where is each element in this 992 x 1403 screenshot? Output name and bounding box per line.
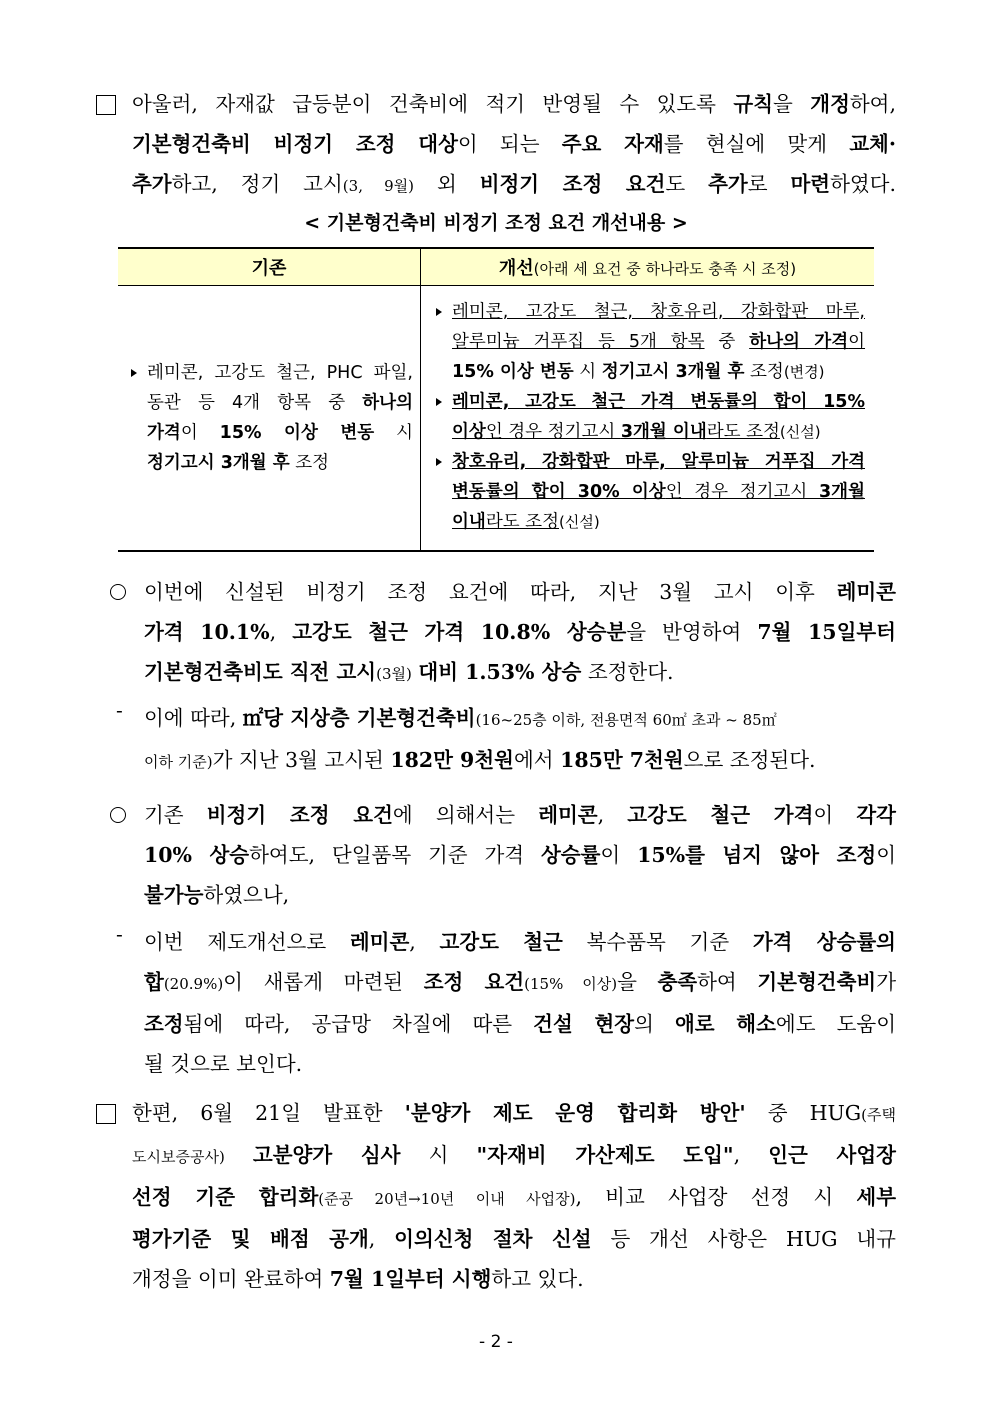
page-number: - 2 -: [479, 1332, 513, 1352]
dash-bullet-icon: -: [116, 698, 123, 722]
text-line: 도시보증공사) 고분양가 심사 시 "자재비 가산제도 도입", 인근 사업장: [132, 1143, 896, 1167]
header-improved: 개선(아래 세 요건 중 하나라도 충족 시 조정): [421, 248, 875, 286]
text-line: 될 것으로 보인다.: [144, 1052, 303, 1076]
text-line: 10% 상승하여도, 단일품목 기준 가격 상승률이 15%를 넘지 않아 조정이: [144, 843, 897, 867]
table-header-row: [118, 248, 874, 286]
cell-existing: [118, 286, 421, 552]
paragraph-improvement-effect: [144, 922, 896, 1084]
text-line: 개정을 이미 완료하여 7월 1일부터 시행하고 있다.: [132, 1267, 584, 1291]
paragraph-new-requirement: [144, 572, 896, 694]
paragraph-previous-rule: [144, 795, 896, 915]
list-item: 레미콘, 고강도 철근 가격 변동률의 합이 15% 이상인 경우 정기고시 3개월 이내라도 조정(신설): [434, 387, 865, 447]
text-line: 한편, 6월 21일 발표한 '분양가 제도 운영 합리화 방안' 중 HUG(주택: [132, 1101, 896, 1125]
triangle-bullet-icon: [131, 369, 137, 377]
cell-improved: [421, 286, 875, 552]
text-line: 아울러, 자재값 급등분이 건축비에 적기 반영될 수 있도록 규칙을 개정하여,: [132, 92, 896, 116]
text-line: 정기고시 3개월 후 조정: [147, 453, 330, 473]
triangle-bullet-icon: [436, 308, 442, 316]
text-line: 동관 등 4개 항목 중 하나의: [147, 393, 413, 413]
text-line: 이번에 신설된 비정기 조정 요건에 따라, 지난 3월 고시 이후 레미콘: [144, 580, 896, 604]
square-bullet-icon: [96, 95, 116, 115]
circle-bullet-icon: [110, 807, 126, 823]
paragraph-hug-measures: [132, 1093, 896, 1299]
text-line: 가격 10.1%, 고강도 철근 가격 10.8% 상승분을 반영하여 7월 15일부터: [144, 620, 896, 644]
text-line: 이에 따라, ㎡당 지상층 기본형건축비(16~25층 이하, 전용면적 60㎡ 초과 ~ 85㎡: [144, 706, 777, 730]
text-line: 기본형건축비 비정기 조정 대상이 되는 주요 자재를 현실에 맞게 교체·: [132, 132, 896, 156]
list-item: 레미콘, 고강도 철근, PHC 파일,: [129, 358, 413, 388]
table-body-row: [118, 286, 874, 552]
comparison-table: [118, 247, 874, 552]
text-line: 이번 제도개선으로 레미콘, 고강도 철근 복수품목 기준 가격 상승률의: [144, 930, 896, 954]
text-line: 가격이 15% 이상 변동 시: [147, 423, 413, 443]
text-line: 기존 비정기 조정 요건에 의해서는 레미콘, 고강도 철근 가격이 각각: [144, 803, 896, 827]
text-line: 조정됨에 따라, 공급망 차질에 따른 건설 현장의 애로 해소에도 도움이: [144, 1012, 897, 1036]
circle-bullet-icon: [110, 584, 126, 600]
list-item: 레미콘, 고강도 철근, 창호유리, 강화합판 마루, 알루미늄 거푸집 등 5개 항목 중 하나의 가격이 15% 이상 변동 시 정기고시 3개월 후 조정(변경): [434, 297, 865, 387]
text-line: 기본형건축비도 직전 고시(3월) 대비 1.53% 상승 조정한다.: [144, 660, 674, 684]
triangle-bullet-icon: [436, 458, 442, 466]
dash-bullet-icon: -: [116, 922, 123, 946]
paragraph-construction-cost: [144, 698, 896, 782]
text-line: 합(20.9%)이 새롭게 마련된 조정 요건(15% 이상)을 충족하여 기본형건축비가: [144, 970, 896, 994]
text-line: 추가하고, 정기 고시(3, 9월) 외 비정기 조정 요건도 추가로 마련하였다.: [132, 172, 897, 196]
square-bullet-icon: [96, 1104, 116, 1124]
text-line: 선정 기준 합리화(준공 20년→10년 이내 사업장), 비교 사업장 선정 시 세부: [132, 1185, 896, 1209]
list-item: 창호유리, 강화합판 마루, 알루미늄 거푸집 가격 변동률의 합이 30% 이상인 경우 정기고시 3개월 이내라도 조정(신설): [434, 447, 865, 537]
text-line: 이하 기준)가 지난 3월 고시된 182만 9천원에서 185만 7천원으로 조정된다.: [144, 748, 816, 772]
text-line: 불가능하였으나,: [144, 883, 290, 907]
text-line: 평가기준 및 배점 공개, 이의신청 절차 신설 등 개선 사항은 HUG 내규: [132, 1227, 896, 1251]
header-existing: 기존: [118, 248, 421, 286]
table-caption: < 기본형건축비 비정기 조정 요건 개선내용 >: [304, 212, 688, 234]
paragraph-rule-revision: [132, 84, 896, 206]
triangle-bullet-icon: [436, 398, 442, 406]
